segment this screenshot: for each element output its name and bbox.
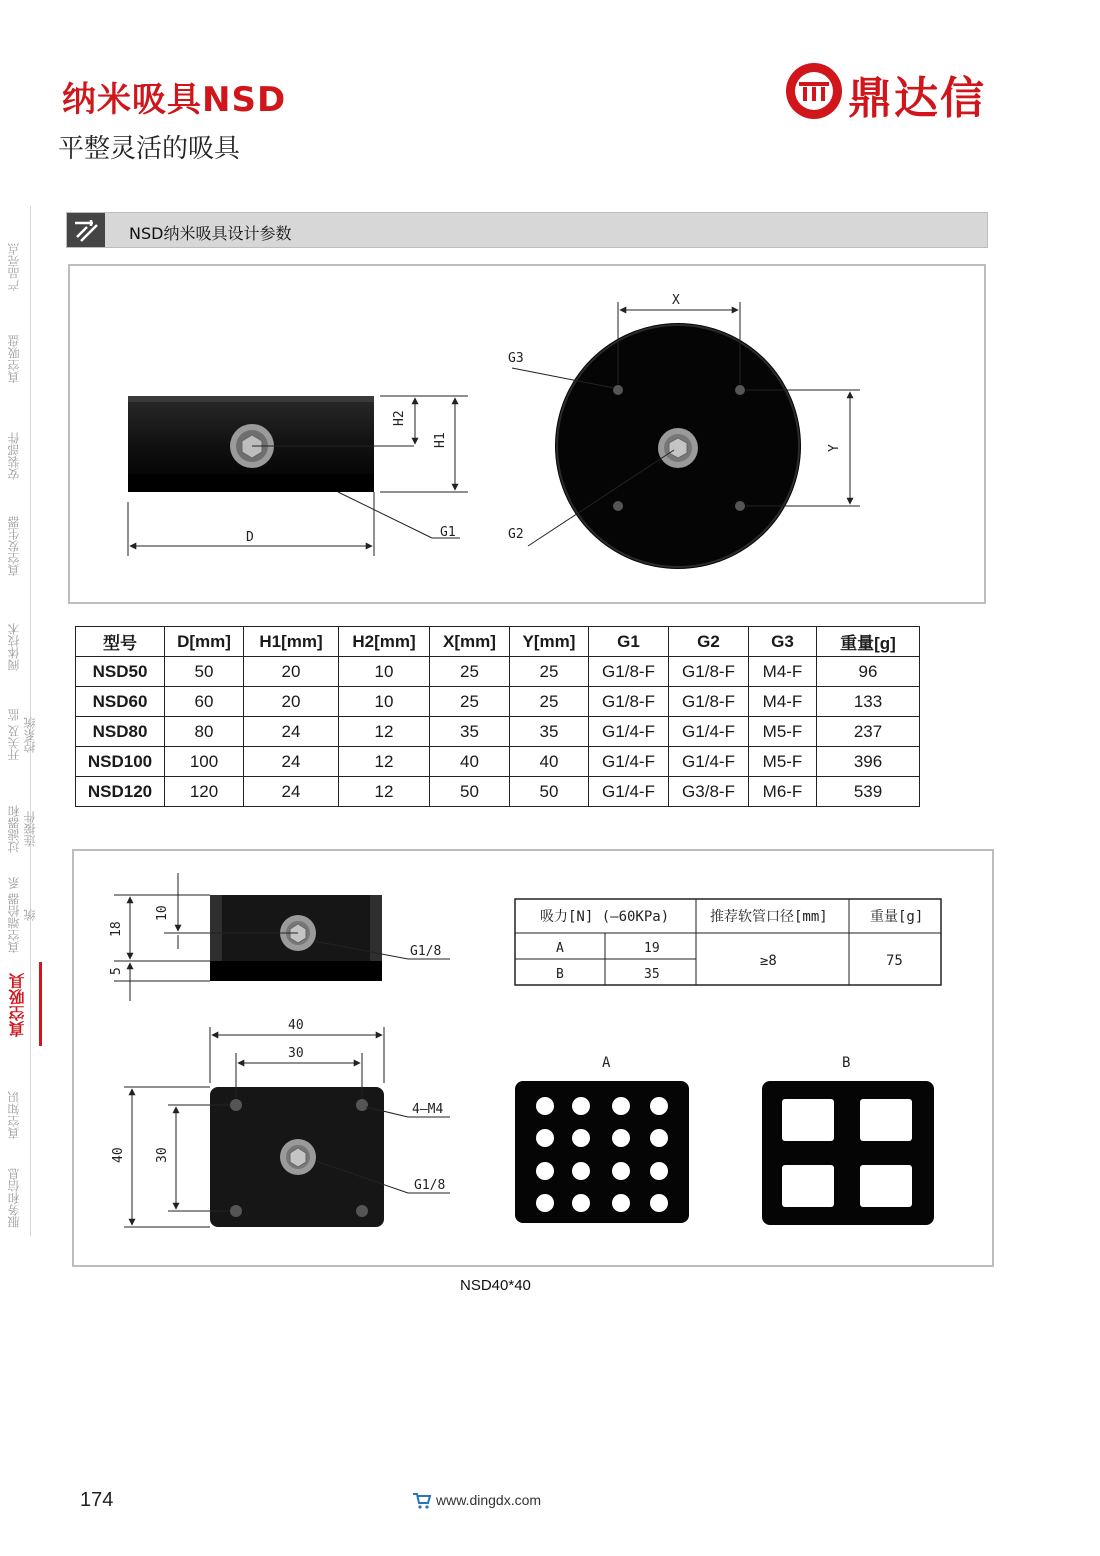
sidebar-item-knowledge[interactable]: 真空知识 [7, 1091, 21, 1139]
dimension-drawing-square [72, 849, 994, 1267]
dim-label-x: X [672, 293, 680, 308]
table-cell: G1/8-F [669, 687, 749, 717]
sidebar-item-suction-cups[interactable]: 真空吸盘 [7, 335, 21, 383]
table-row [76, 657, 920, 687]
table-cell: 25 [430, 657, 510, 687]
force-b-value: 35 [644, 967, 660, 982]
table-cell: G1/4-F [589, 717, 669, 747]
table-row [76, 747, 920, 777]
hose-value: ≥8 [760, 953, 777, 969]
dim-label-side-port: G1/8 [410, 944, 442, 959]
sidebar-item-highlights[interactable]: 产品亮点 [7, 243, 21, 291]
table-cell: 539 [817, 777, 920, 807]
table-cell: G1/4-F [589, 777, 669, 807]
col-header: 型号 [76, 627, 165, 657]
table-cell: G1/8-F [589, 687, 669, 717]
table-cell: 25 [430, 687, 510, 717]
table-cell: 40 [430, 747, 510, 777]
pattern-b-plate [762, 1081, 934, 1225]
table-cell: 24 [244, 747, 339, 777]
table-cell: G1/4-F [669, 747, 749, 777]
table-cell: 20 [244, 687, 339, 717]
table-cell: 100 [165, 747, 244, 777]
pattern-a-label: A [556, 941, 564, 956]
dim-label-18: 18 [109, 921, 124, 937]
dim-label-h30: 30 [155, 1147, 170, 1163]
table-cell: NSD80 [76, 717, 165, 747]
dim-label-g1: G1 [440, 525, 456, 540]
sidebar-item-mounting[interactable]: 安装部件 [7, 432, 21, 480]
page-subtitle: 平整灵活的吸具 [58, 134, 241, 164]
table-cell: 35 [510, 717, 589, 747]
table-cell: 12 [339, 747, 430, 777]
dim-label-g2: G2 [508, 527, 524, 542]
table-cell: 50 [430, 777, 510, 807]
dim-label-5: 5 [109, 967, 124, 975]
section-header [66, 212, 988, 248]
col-header: H1[mm] [244, 627, 339, 657]
dim-label-y: Y [827, 444, 842, 452]
website-link[interactable]: www.dingdx.com [436, 1492, 542, 1508]
dim-label-d: D [246, 530, 254, 545]
table-cell: NSD100 [76, 747, 165, 777]
dim-label-holes: 4—M4 [412, 1102, 444, 1117]
dim-label-10: 10 [155, 905, 170, 921]
page-title: 纳米吸具NSD [62, 80, 287, 120]
table-cell: 20 [244, 657, 339, 687]
col-header: H2[mm] [339, 627, 430, 657]
col-header: Y[mm] [510, 627, 589, 657]
col-header: G3 [749, 627, 817, 657]
brand-name: 鼎达信 [848, 73, 986, 124]
table-row [76, 777, 920, 807]
table-cell: 80 [165, 717, 244, 747]
table-cell: 24 [244, 717, 339, 747]
table-cell: NSD50 [76, 657, 165, 687]
table-cell: 24 [244, 777, 339, 807]
sidebar-item-service[interactable]: 服务和信息 [7, 1168, 21, 1228]
spec-header-row [76, 627, 920, 657]
hose-header: 推荐软管口径[mm] [710, 909, 828, 925]
sidebar-item-filters[interactable]: 过滤器和 连接件 [7, 805, 37, 853]
table-cell: G1/8-F [589, 657, 669, 687]
table-cell: 396 [817, 747, 920, 777]
table-cell: 10 [339, 687, 430, 717]
dim-label-w30: 30 [288, 1046, 304, 1061]
pattern-a-plate [515, 1081, 689, 1223]
table-cell: 12 [339, 717, 430, 747]
weight-header: 重量[g] [870, 909, 924, 925]
table-row [76, 717, 920, 747]
pattern-b-label: B [556, 967, 564, 982]
sidebar-item-valves[interactable]: 阀体技术 [7, 623, 21, 671]
col-header: D[mm] [165, 627, 244, 657]
table-cell: M4-F [749, 657, 817, 687]
table-cell: 60 [165, 687, 244, 717]
sidebar-item-end-effector[interactable]: 真空端拾器 系统 [7, 877, 37, 953]
page-number: 174 [80, 1489, 114, 1511]
table-cell: NSD60 [76, 687, 165, 717]
dim-label-g3: G3 [508, 351, 524, 366]
table-cell: G1/4-F [589, 747, 669, 777]
pattern-a-title: A [602, 1055, 611, 1071]
table-cell: 12 [339, 777, 430, 807]
figure-caption: NSD40*40 [460, 1277, 531, 1294]
table-cell: M5-F [749, 747, 817, 777]
table-cell: NSD120 [76, 777, 165, 807]
table-row [76, 687, 920, 717]
table-cell: 35 [430, 717, 510, 747]
section-title: NSD纳米吸具设计参数 [129, 224, 292, 243]
table-cell: G1/8-F [669, 657, 749, 687]
force-header: 吸力[N] (—60KPa) [540, 909, 670, 925]
table-cell: 96 [817, 657, 920, 687]
square-side-view [210, 895, 382, 981]
sidebar-item-vacuum-grippers[interactable]: 真空吸具 [8, 973, 27, 1037]
cart-icon [412, 1490, 432, 1510]
dim-label-h2: H2 [392, 410, 407, 426]
dim-label-h40: 40 [111, 1147, 126, 1163]
col-header: G1 [589, 627, 669, 657]
col-header: G2 [669, 627, 749, 657]
table-cell: 40 [510, 747, 589, 777]
square-top-view [210, 1087, 384, 1227]
table-cell: M6-F [749, 777, 817, 807]
col-header: X[mm] [430, 627, 510, 657]
table-cell: 50 [510, 777, 589, 807]
table-cell: G3/8-F [669, 777, 749, 807]
table-cell: M4-F [749, 687, 817, 717]
table-cell: 237 [817, 717, 920, 747]
table-cell: 25 [510, 687, 589, 717]
side-view-puck [128, 396, 374, 492]
col-header: 重量[g] [817, 627, 920, 657]
dim-label-h1: H1 [433, 432, 448, 448]
sidebar-item-monitoring[interactable]: 开关及 监控系统 [7, 709, 37, 761]
top-view-puck [555, 323, 801, 569]
dim-label-w40: 40 [288, 1018, 304, 1033]
table-cell: 25 [510, 657, 589, 687]
sidebar-item-generators[interactable]: 真空发生器 [7, 516, 21, 576]
table-cell: 133 [817, 687, 920, 717]
table-cell: 50 [165, 657, 244, 687]
dim-label-top-port: G1/8 [414, 1178, 446, 1193]
table-cell: M5-F [749, 717, 817, 747]
caliper-icon [67, 213, 105, 247]
weight-value: 75 [886, 953, 903, 969]
spec-table [75, 626, 920, 807]
dimension-drawing-round [68, 264, 986, 604]
force-a-value: 19 [644, 941, 660, 956]
pattern-b-title: B [842, 1055, 851, 1071]
side-navigation [0, 206, 46, 1236]
table-cell: 10 [339, 657, 430, 687]
table-cell: G1/4-F [669, 717, 749, 747]
table-cell: 120 [165, 777, 244, 807]
